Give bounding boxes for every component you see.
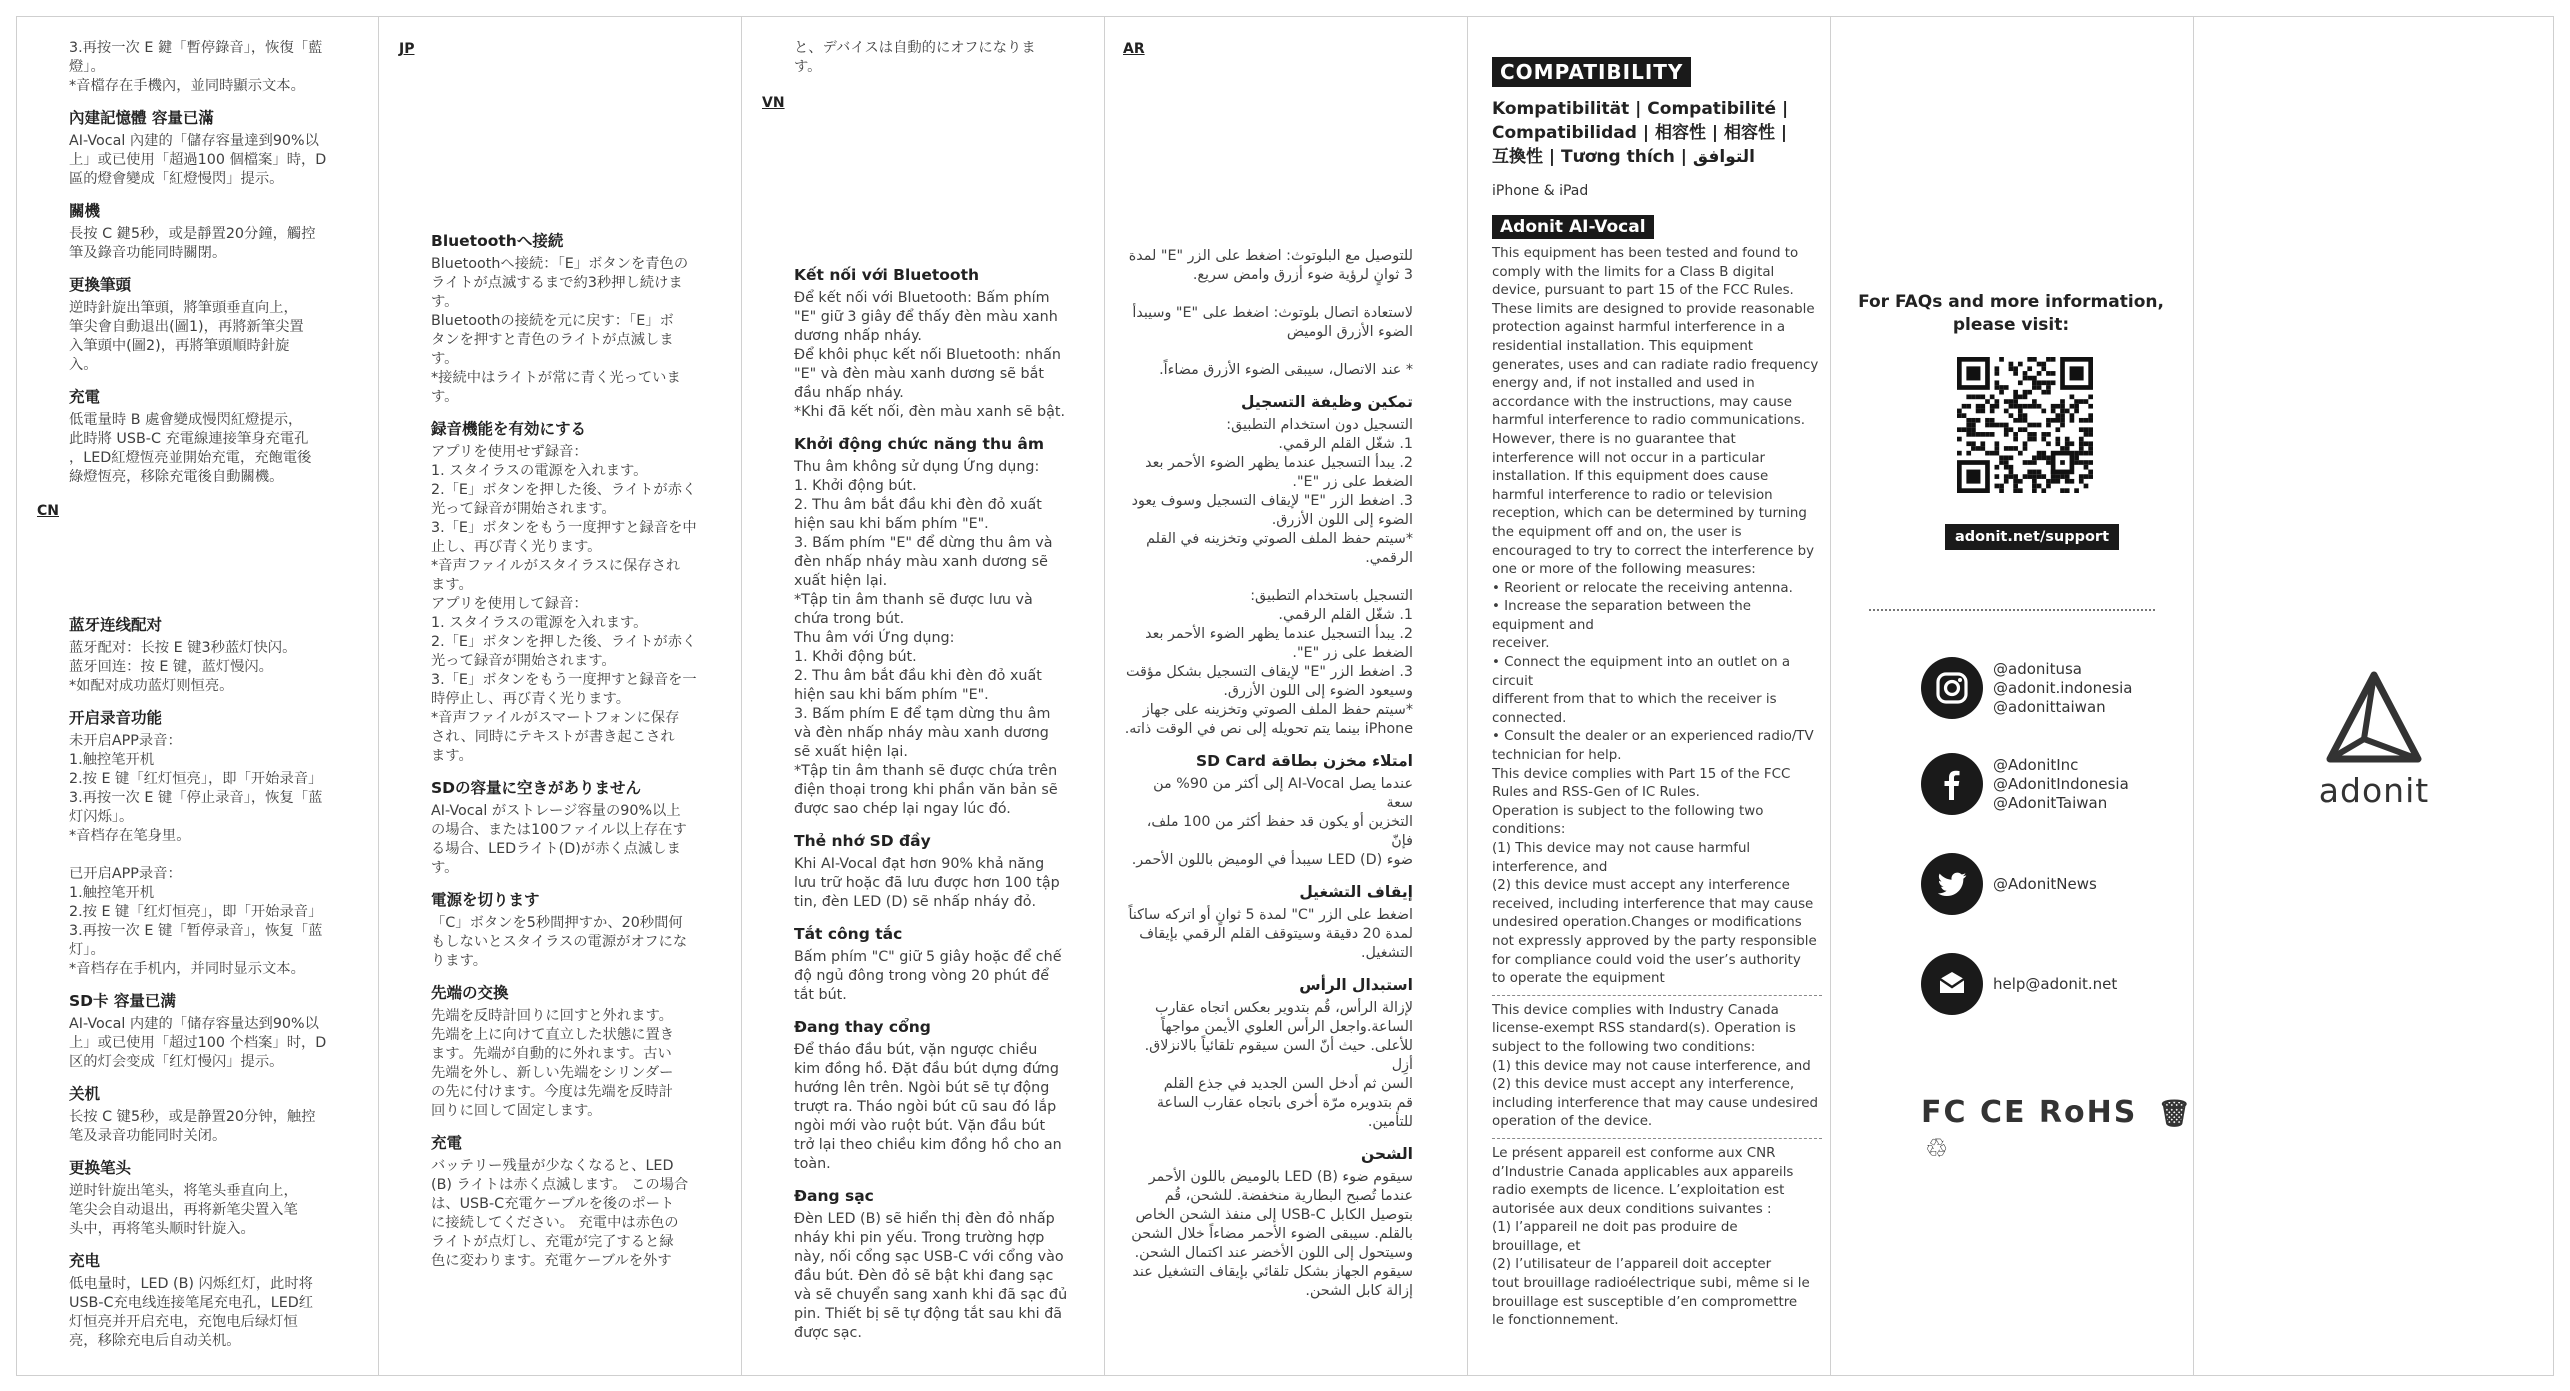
ic-statement: This device complies with Industry Canada license-exempt RSS standard(s). Operation is subject to the following two conditions: (1) this device may not cause interference, and (2) this device must accept any interference, including interference that may cause undesired operation of the device. <box>1492 1002 1818 1130</box>
cn-language-label: CN <box>37 503 59 519</box>
ic-statement-french: Le présent appareil est conforme aux CNR d’Industrie Canada applicables aux appareils radio exempts de licence. L’exploitation est autorisée aux deux conditions suivantes : (1) l’appareil ne doit pas produire de brouillage, et (2) l’utilisateur de l’appareil doit accepter tout brouillage radioélectrique subi, même si le brouillage est susceptible d’en compromettre le fonctionnement. <box>1492 1145 1810 1329</box>
zh-cn-section-heading: 开启录音功能 <box>69 709 163 727</box>
vn-section-heading: Thẻ nhớ SD đầy <box>794 832 931 850</box>
support-url[interactable]: adonit.net/support <box>1945 524 2119 550</box>
vn-section-heading: Khởi động chức năng thu âm <box>794 435 1045 453</box>
support-email: help@adonit.net <box>1993 974 2118 993</box>
twitter-icon <box>1921 853 1983 915</box>
jp-section-heading: SDの容量に空きがありません <box>431 779 642 797</box>
vn-section-heading: Kết nối với Bluetooth <box>794 266 980 284</box>
zh-cn-section-heading: SD卡 容量已满 <box>69 992 176 1010</box>
zh-cn-section-heading: 蓝牙连线配对 <box>69 616 163 634</box>
zh-cn-section-paragraph: 长按 C 键5秒，或是静置20分钟，触控 笔及录音功能同时关闭。 <box>69 1109 316 1144</box>
panel-chinese <box>17 17 379 1375</box>
ar-section-heading: امتلاء مخزن بطاقة SD Card <box>1195 752 1413 770</box>
jp-section-paragraph: AI-Vocal がストレージ容量の90%以上 の場合、または100ファイル以上存在す る場合、LEDライト(D)が赤く点滅しま す。 <box>431 803 687 876</box>
instagram-icon <box>1921 657 1983 719</box>
ar-column <box>1123 247 1413 1301</box>
qr-code[interactable] <box>1957 357 2093 493</box>
jp-section-paragraph: バッテリー残量が少なくなると、LED (B) ライトは赤く点滅します。 この場合 は、USB-C充電ケーブルを後のポート に接続してください。 充電中は赤色の ライトが点灯し、充電が完了すると緑 色に変わります。充電ケーブルを外す <box>431 1158 689 1269</box>
ar-language-label: AR <box>1123 41 1145 57</box>
brand-name: adonit <box>2318 771 2430 810</box>
jp-section-paragraph: Bluetoothへ接続：「E」ボタンを青色の ライトが点滅するまで約3秒押し続けま す。 Bluetoothの接続を元に戻す：「E」ボ タンを押すと青色のライトが点滅しま す。 *接続中はライトが常に青く光っていま す。 <box>431 256 689 405</box>
product-name: Adonit AI-Vocal <box>1492 215 1654 239</box>
zh-cn-section-paragraph: 低电量时，LED (B) 闪烁红灯，此时将 USB-C充电线连接笔尾充电孔，LED红 灯恒亮并开启充电，充饱电后绿灯恒 亮，移除充电后自动关机。 <box>69 1276 314 1349</box>
zh-tw-section-heading: 內建記憶體 容量已滿 <box>69 109 214 127</box>
jp-section-heading: 先端の交換 <box>431 984 509 1002</box>
adonit-logo-icon <box>2324 669 2424 767</box>
jp-section-heading: Bluetoothへ接続 <box>431 232 564 250</box>
manual-sheet <box>16 16 2554 1376</box>
ar-section-paragraph: عندما يصل AI-Vocal إلى أكثر من 90% من سعة التخزين أو يكون قد حفظ أكثر من 100 ملف، فإنّ ضوء (LED (D سيبدأ في الوميض باللون الأحمر. <box>1131 776 1413 868</box>
vn-section-heading: Đang sạc <box>794 1187 874 1205</box>
zh-cn-section-paragraph: AI-Vocal 内建的「储存容量达到90%以 上」或已使用「超过100 个档案」时，D 区的灯会变成「红灯慢闪」提示。 <box>69 1016 327 1070</box>
twitter-handle: @AdonitNews <box>1993 874 2097 893</box>
divider <box>1492 1138 1822 1139</box>
instagram-handles: @adonitusa @adonit.indonesia @adonittaiwan <box>1993 659 2133 716</box>
jp-section-heading: 録音機能を有効にする <box>431 420 587 438</box>
vn-section-paragraph: Đèn LED (B) sẽ hiển thị đèn đỏ nhấp nháy khi pin yếu. Trong trường hợp này, nối cổng sạc USB-C với cổng vào đầu bút. Đèn đỏ sẽ bật khi đang sạc và sẽ chuyển sang xanh khi đã sạc đủ pin. Thiết bị sẽ tự động tắt sau khi đã được sạc. <box>794 1211 1068 1341</box>
vn-language-label: VN <box>762 95 785 111</box>
email-icon <box>1921 953 1983 1015</box>
zh-cn-section-heading: 更换笔头 <box>69 1159 132 1177</box>
recycle-icon: ♲ <box>1925 1134 1951 1164</box>
vn-section-paragraph: Để tháo đầu bút, vặn ngược chiều kim đồng hồ. Đặt đầu bút dựng đứng hướng lên trên. Ngòi bút sẽ tự động trượt ra. Tháo ngòi bút cũ sau đó lắp ngòi mới vào ruột bút. Vặn đầu bút trở lại theo chiều kim đồng hồ cho an toàn. <box>794 1042 1062 1172</box>
jp-continued-paragraph: と、デバイスは自動的にオフになりま す。 <box>794 40 1036 75</box>
zh-tw-section-paragraph: 逆時針旋出筆頭，將筆頭垂直向上， 筆尖會自動退出(圖1)，再將新筆尖置 入筆頭中(圖2)，再將筆頭順時針旋 入。 <box>69 300 304 373</box>
ar-section-paragraph: سيقوم ضوء (LED (B بالوميض باللون الأحمر عندما تُصبح البطارية منخفضة. للشحن، قُم بتوصيل الكابل USB-C إلى منفذ الشحن الخاص بالقلم. سيبقى الضوء الأحمر مضاءاً خلال الشحن وسيتحول إلى اللون الأخضر عند اكتمال الشحن. سيقوم الجهاز بشكل تلقائي بإيقاف التشغيل عند إزالة كابل الشحن. <box>1131 1169 1413 1299</box>
social-twitter[interactable] <box>1921 853 2097 915</box>
compatible-devices: iPhone & iPad <box>1492 183 1589 199</box>
social-facebook[interactable] <box>1921 753 2129 815</box>
weee-bin-icon: 🗑 <box>2157 1099 2193 1129</box>
vn-section-heading: Đang thay cổng <box>794 1018 931 1036</box>
jp-continued-text <box>794 39 1094 77</box>
ar-section-heading: استبدال الرأس <box>1299 976 1413 994</box>
ar-section-heading: تمكين وظيفة التسجيل <box>1241 393 1413 411</box>
social-instagram[interactable] <box>1921 657 2133 719</box>
panel-brand <box>2194 17 2555 1375</box>
vn-section-paragraph: Bấm phím "C" giữ 5 giây hoặc để chế độ ngủ đông trong vòng 20 phút để tắt bút. <box>794 949 1062 1003</box>
jp-section-paragraph: 「C」ボタンを5秒間押すか、20秒間何 もしないとスタイラスの電源がオフにな ります。 <box>431 915 688 969</box>
certification-marks <box>1921 1095 2193 1165</box>
ar-section-paragraph: التسجيل دون استخدام التطبيق: 1. شغّل القلم الرقمي. 2. يبدأ التسجيل عندما يظهر الضوء الأحمر بعد الضغط على زر "E". 3. اضغط الزر "E" لإيقاف التسجيل وسوف يعود الضوء إلى اللون الأزرق. *سيتم حفظ الملف الصوتي وتخزينه في القلم الرقمي. التسجيل باستخدام التطبيق: 1. شغّل القلم الرقمي. 2. يبدأ التسجيل عندما يظهر الضوء الأحمر بعد الضغط على زر "E". 3. اضغط الزر "E" لإيقاف التسجيل بشكل مؤقت وسيعود الضوء إلى اللون الأزرق. *سيتم حفظ الملف الصوتي وتخزينه على جهاز iPhone بينما يتم تحويله إلى نص في الوقت ذاته. <box>1124 417 1413 737</box>
panel-vietnamese <box>742 17 1105 1375</box>
jp-section-heading: 電源を切ります <box>431 891 540 909</box>
compatibility-title: COMPATIBILITY <box>1492 57 1691 87</box>
zh-cn-section-heading: 关机 <box>69 1085 101 1103</box>
vn-section-paragraph: Khi AI-Vocal đạt hơn 90% khả năng lưu trữ hoặc đã lưu được hơn 100 tập tin, đèn LED (D) sẽ nhấp nháy đỏ. <box>794 856 1060 910</box>
jp-section-heading: 充電 <box>431 1134 463 1152</box>
ar-section-paragraph: للتوصيل مع البلوتوث: اضغط على الزر "E" لمدة 3 ثوانٍ لرؤية ضوء أزرق وامض سريع. لاستعادة اتصال بلوتوث: اضغط على "E" وسيبدأ الضوء الأزرق الوميض * عند الاتصال، سيبقى الضوء الأزرق مضاءاً. <box>1128 248 1413 378</box>
ar-section-paragraph: اضغط على الزر "C" لمدة 5 ثوانٍ أو اتركه ساكناً لمدة 20 دقيقة وسيتوقف القلم الرقمي بإيقاف التشغيل. <box>1128 907 1413 961</box>
faq-text: For FAQs and more information, please visit: <box>1858 292 2164 335</box>
vn-section-paragraph: Để kết nối với Bluetooth: Bấm phím "E" giữ 3 giây để thấy đèn màu xanh dương nhấp nháy. Để khôi phục kết nối Bluetooth: nhấn "E" và đèn màu xanh dương sẽ bắt đầu nhấp nháy. *Khi đã kết nối, đèn màu xanh sẽ bật. <box>794 290 1066 420</box>
zh-tw-section-paragraph: 3.再按一次 E 鍵「暫停錄音」，恢復「藍 燈」。 *音檔存在手機內，並同時顯示文本。 <box>69 40 323 94</box>
ar-section-paragraph: لإزالة الرأس، قُم بتدوير بعكس اتجاه عقارب الساعة.واجعل الرأس العلوي الأيمن مواجهاً للأعلى. حيث أنّ السن سيقوم تلقائياً بالانزلاق. أزِل السن ثم أدخل السن الجديد في جذع القلم قم بتدويره مرّة أخرى باتجاه عقارب الساعة للتأمين. <box>1144 1000 1413 1130</box>
zh-cn-section-heading: 充电 <box>69 1252 101 1270</box>
zh-tw-section-paragraph: 長按 C 鍵5秒，或是靜置20分鐘，觸控 筆及錄音功能同時關閉。 <box>69 226 316 261</box>
divider <box>1492 995 1822 996</box>
zh-cn-column <box>69 615 369 1351</box>
zh-cn-section-paragraph: 逆时针旋出笔头，将笔头垂直向上， 笔尖会自动退出，再将新笔尖置入笔 头中，再将笔头顺时针旋入。 <box>69 1183 298 1237</box>
fcc-statement: This equipment has been tested and found to comply with the limits for a Class B digital device, pursuant to part 15 of the FCC Rules. These limits are designed to provide reasonable protection against harmful interference in a residential installation. This equipment generates, uses and can radiate radio frequency energy and, if not installed and used in accordance with the instructions, may cause harmful interference to radio communications. However, there is no guarantee that interference will not occur in a particular installation. If this equipment does cause harmful interference to radio or television reception, which can be determined by turning the equipment off and on, the user is encouraged to try to correct the interference by one or more of the following measures: • Reorient or relocate the receiving antenna. • Increase the separation between the equipment and receiver. • Connect the equipment into an outlet on a circuit different from that to which the receiver is connected. • Consult the dealer or an experienced radio/TV technician for help. This device complies with Part 15 of the FCC Rules and RSS-Gen of IC Rules. Operation is subject to the following two conditions: (1) This device may not cause harmful interference, and (2) this device must accept any interference received, including interference that may cause undesired operation.Changes or modifications not expressly approved by the party responsible for compliance could void the user’s authority to operate the equipment <box>1492 246 1819 987</box>
jp-language-label: JP <box>399 41 415 57</box>
facebook-icon <box>1921 753 1983 815</box>
facebook-handles: @AdonitInc @AdonitIndonesia @AdonitTaiwan <box>1993 755 2129 812</box>
panel-arabic <box>1105 17 1468 1375</box>
social-email[interactable] <box>1921 953 2117 1015</box>
jp-section-paragraph: アプリを使用せず録音： 1. スタイラスの電源を入れます。 2.「E」ボタンを押した後、ライトが赤く 光って録音が開始されます。 3.「E」ボタンをもう一度押すと録音を中 止し、再び青く光ります。 *音声ファイルがスタイラスに保存され ます。 アプリを使用して録音： 1. スタイラスの電源を入れます。 2.「E」ボタンを押した後、ライトが赤く 光って録音が開始されます。 3.「E」ボタンをもう一度押すと録音を一 時停止し、再び青く光ります。 *音声ファイルがスマートフォンに保存 され、同時にテキストが書き起こされ ます。 <box>431 444 697 764</box>
compatibility-languages: Kompatibilität | Compatibilité | Compatibilidad | 相容性 | 相容性 | 互換性 | Tương thích | التوافق <box>1492 99 1789 167</box>
brand-logo <box>2284 669 2464 810</box>
vn-column <box>794 265 1094 1343</box>
zh-tw-section-heading: 更換筆頭 <box>69 276 132 294</box>
ar-section-heading: الشحن <box>1360 1145 1413 1163</box>
zh-tw-section-heading: 充電 <box>69 388 101 406</box>
zh-tw-section-paragraph: AI-Vocal 內建的「儲存容量達到90%以 上」或已使用「超過100 個檔案」時，D 區的燈會變成「紅燈慢閃」提示。 <box>69 133 327 187</box>
zh-tw-section-heading: 關機 <box>69 202 101 220</box>
panel-compatibility <box>1468 17 1831 1375</box>
zh-tw-section-paragraph: 低電量時 B 處會變成慢閃紅燈提示， 此時將 USB-C 充電線連接筆身充電孔 ，LED紅燈恆亮並開始充電，充飽電後 綠燈恆亮，移除充電後自動關機。 <box>69 412 312 485</box>
vn-section-heading: Tắt công tắc <box>794 925 903 943</box>
certification-text: FC CE RoHS <box>1921 1095 2138 1130</box>
dotted-divider <box>1869 609 2155 611</box>
ar-section-heading: إيقاف التشغيل <box>1299 883 1413 901</box>
panel-japanese <box>379 17 742 1375</box>
jp-column <box>431 231 731 1271</box>
zh-cn-section-paragraph: 蓝牙配对：长按 E 键3秒蓝灯快闪。 蓝牙回连：按 E 键，蓝灯慢闪。 *如配对成功蓝灯则恒亮。 <box>69 640 297 694</box>
zh-tw-column <box>69 39 369 487</box>
vn-section-paragraph: Thu âm không sử dụng Ứng dụng: 1. Khởi động bút. 2. Thu âm bắt đầu khi đèn đỏ xuất hiện sau khi bấm phím "E". 3. Bấm phím "E" để dừng thu âm và đèn nhấp nháy màu xanh dương sẽ xuất hiện lại. *Tập tin âm thanh sẽ được lưu và chứa trong bút. Thu âm với Ứng dụng: 1. Khởi động bút. 2. Thu âm bắt đầu khi đèn đỏ xuất hiện sau khi bấm phím "E". 3. Bấm phím E để tạm dừng thu âm và đèn nhấp nháy màu xanh dương sẽ xuất hiện lại. *Tập tin âm thanh sẽ được chứa trên điện thoại trong khi phần văn bản sẽ được sao chép lại ngay lúc đó. <box>794 459 1058 817</box>
zh-cn-section-paragraph: 未开启APP录音： 1.触控笔开机 2.按 E 键「红灯恒亮」，即「开始录音」 3.再按一次 E 键「停止录音」，恢复「蓝 灯闪烁」。 *音档存在笔身里。 已开启APP录音： 1.触控笔开机 2.按 E 键「红灯恒亮」，即「开始录音」 3.再按一次 E 键「暂停录音」，恢复「蓝 灯」。 *音档存在手机内，并同时显示文本。 <box>69 733 323 977</box>
jp-section-paragraph: 先端を反時計回りに回すと外れます。 先端を上に向けて直立した状態に置き ます。先端が自動的に外れます。古い 先端を外し、新しい先端をシリンダー の先に付けます。今度は先端を反時計 回りに回して固定します。 <box>431 1008 675 1119</box>
panel-support <box>1831 17 2194 1375</box>
